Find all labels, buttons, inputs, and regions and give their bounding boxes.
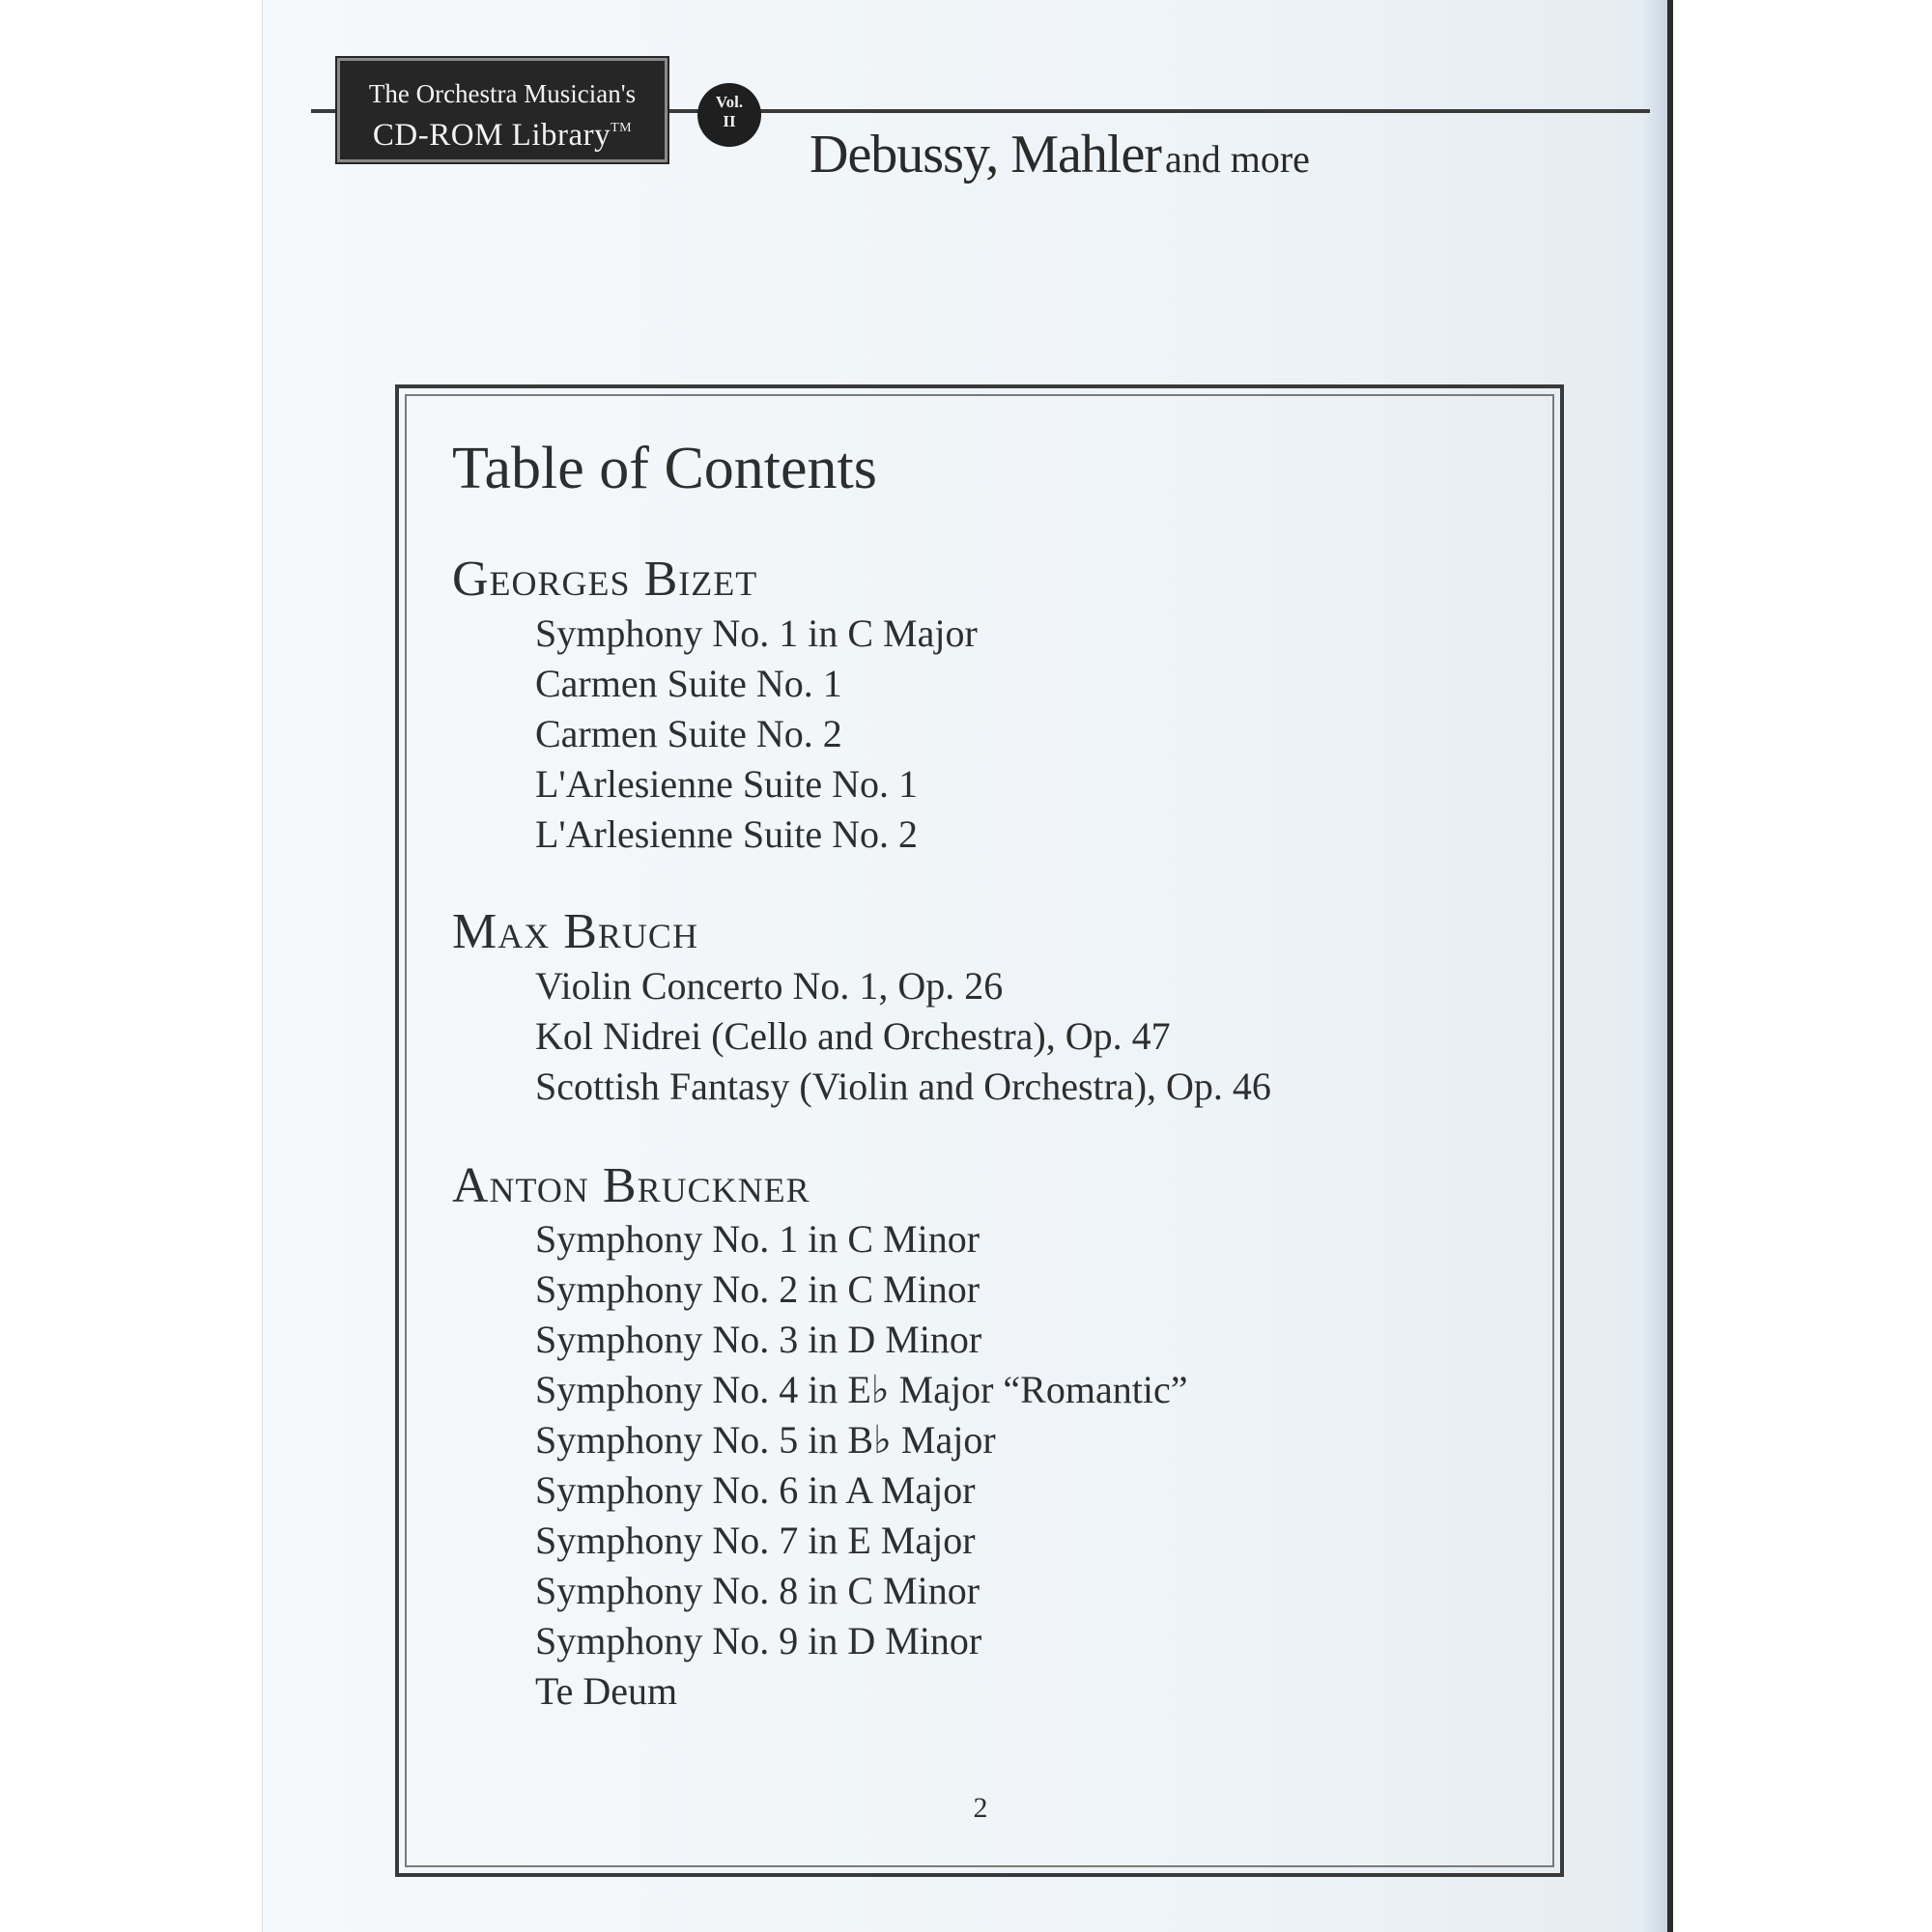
works-list bbox=[535, 1214, 1187, 1717]
work-item: Symphony No. 6 in A Major bbox=[535, 1468, 976, 1512]
work-item: Symphony No. 1 in C Minor bbox=[535, 1217, 980, 1261]
work-item: Symphony No. 3 in D Minor bbox=[535, 1318, 982, 1361]
work-item: Symphony No. 4 in E♭ Major “Romantic” bbox=[535, 1368, 1188, 1411]
page-edge bbox=[1667, 0, 1673, 1932]
work-item: Symphony No. 9 in D Minor bbox=[535, 1619, 982, 1662]
subtitle-main: Debussy, Mahler bbox=[810, 125, 1161, 185]
page-number: 2 bbox=[973, 1792, 988, 1824]
volume-badge bbox=[697, 83, 761, 147]
work-item: Te Deum bbox=[535, 1669, 678, 1713]
work-item: Violin Concerto No. 1, Op. 26 bbox=[535, 964, 1004, 1008]
works-list bbox=[535, 609, 978, 860]
series-title-line1: The Orchestra Musician's bbox=[368, 79, 637, 108]
work-item: Symphony No. 1 in C Major bbox=[535, 611, 978, 655]
volume-number: II bbox=[723, 112, 736, 130]
volume-subtitle bbox=[810, 124, 1310, 185]
toc-title: Table of Contents bbox=[452, 436, 877, 501]
series-title-line2 bbox=[340, 109, 665, 155]
work-item: Symphony No. 8 in C Minor bbox=[535, 1569, 980, 1612]
work-item: Symphony No. 7 in E Major bbox=[535, 1519, 976, 1562]
series-title-name: CD-ROM Library bbox=[372, 118, 611, 153]
work-item: Kol Nidrei (Cello and Orchestra), Op. 47 bbox=[535, 1014, 1171, 1058]
trademark-mark: TM bbox=[611, 121, 633, 135]
volume-label: Vol. bbox=[715, 93, 744, 111]
work-item: Symphony No. 2 in C Minor bbox=[535, 1267, 980, 1311]
composer-heading: Anton Bruckner bbox=[452, 1158, 810, 1213]
subtitle-tail: and more bbox=[1164, 137, 1310, 181]
work-item: L'Arlesienne Suite No. 1 bbox=[535, 762, 919, 806]
work-item: L'Arlesienne Suite No. 2 bbox=[535, 812, 919, 856]
work-item: Carmen Suite No. 1 bbox=[535, 662, 842, 705]
series-logo bbox=[337, 58, 668, 162]
composer-heading: Georges Bizet bbox=[452, 552, 758, 607]
work-item: Carmen Suite No. 2 bbox=[535, 712, 842, 755]
work-item: Symphony No. 5 in B♭ Major bbox=[535, 1418, 996, 1462]
composer-heading: Max Bruch bbox=[452, 904, 698, 959]
work-item: Scottish Fantasy (Violin and Orchestra), Op. 46 bbox=[535, 1065, 1271, 1108]
works-list bbox=[535, 961, 1271, 1112]
